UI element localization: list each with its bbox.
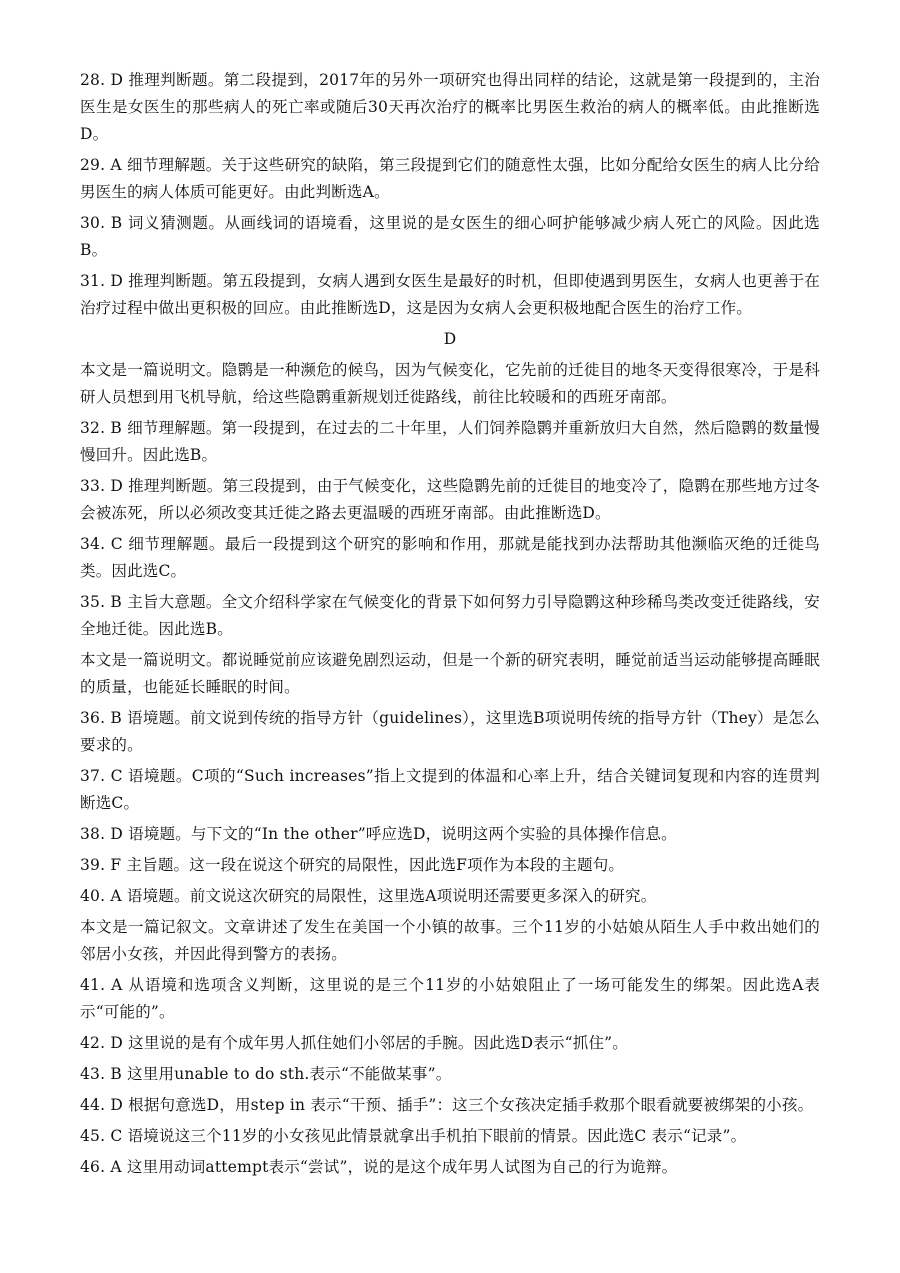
explanation-32: 32. B 细节理解题。第一段提到，在过去的二十年里，人们饲养隐鹮并重新放归大自然，然后隐鹮的数量慢慢回升。因此选B。 [80, 419, 820, 464]
explanation-37: 37. C 语境题。C项的“Such increases”指上文提到的体温和心率上升，结合关键词复现和内容的连贯判断选C。 [80, 767, 820, 812]
explanation-35: 35. B 主旨大意题。全文介绍科学家在气候变化的背景下如何努力引导隐鹮这种珍稀鸟类改变迁徙路线，安全地迁徙。因此选B。 [80, 593, 820, 638]
passage-d-summary: 本文是一篇说明文。隐鹮是一种濒危的候鸟，因为气候变化，它先前的迁徙目的地冬天变得很寒冷，于是科研人员想到用飞机导航，给这些隐鹮重新规划迁徙路线，前往比较暖和的西班牙南部。 [80, 361, 820, 406]
explanation-33: 33. D 推理判断题。第三段提到，由于气候变化，这些隐鹮先前的迁徙目的地变冷了，隐鹮在那些地方过冬会被冻死，所以必须改变其迁徙之路去更温暖的西班牙南部。由此推断选D。 [80, 477, 820, 522]
answer-explanations-page [80, 67, 820, 1185]
cloze-summary: 本文是一篇记叙文。文章讲述了发生在美国一个小镇的故事。三个11岁的小姑娘从陌生人手中救出她们的邻居小女孩，并因此得到警方的表扬。 [80, 918, 820, 963]
explanation-43: 43. B 这里用unable to do sth.表示“不能做某事”。 [80, 1065, 452, 1083]
explanation-45: 45. C 语境说这三个11岁的小女孩见此情景就拿出手机拍下眼前的情景。因此选C 表示“记录”。 [80, 1127, 747, 1145]
explanation-40: 40. A 语境题。前文说这次研究的局限性，这里选A项说明还需要更多深入的研究。 [80, 887, 657, 905]
explanation-34: 34. C 细节理解题。最后一段提到这个研究的影响和作用，那就是能找到办法帮助其他濒临灭绝的迁徙鸟类。因此选C。 [80, 535, 820, 580]
explanation-44: 44. D 根据句意选D，用step in 表示“干预、插手”：这三个女孩决定插手救那个眼看就要被绑架的小孩。 [80, 1096, 814, 1114]
explanation-28: 28. D 推理判断题。第二段提到，2017年的另外一项研究也得出同样的结论，这就是第一段提到的，主治医生是女医生的那些病人的死亡率或随后30天再次治疗的概率比男医生救治的病人的概率低。由此推断选D。 [80, 71, 820, 143]
seven-choice-summary: 本文是一篇说明文。都说睡觉前应该避免剧烈运动，但是一个新的研究表明，睡觉前适当运动能够提高睡眠的质量，也能延长睡眠的时间。 [80, 651, 820, 696]
explanation-36: 36. B 语境题。前文说到传统的指导方针（guidelines），这里选B项说明传统的指导方针（They）是怎么要求的。 [80, 709, 820, 754]
explanation-39: 39. F 主旨题。这一段在说这个研究的局限性，因此选F项作为本段的主题句。 [80, 856, 625, 874]
explanation-31: 31. D 推理判断题。第五段提到，女病人遇到女医生是最好的时机，但即使遇到男医生，女病人也更善于在治疗过程中做出更积极的回应。由此推断选D，这是因为女病人会更积极地配合医生的治疗工作。 [80, 272, 820, 317]
explanation-46: 46. A 这里用动词attempt表示“尝试”，说的是这个成年男人试图为自己的行为诡辩。 [80, 1158, 678, 1176]
explanation-29: 29. A 细节理解题。关于这些研究的缺陷，第三段提到它们的随意性太强，比如分配给女医生的病人比分给男医生的病人体质可能更好。由此判断选A。 [80, 156, 820, 201]
section-heading-d: D [443, 330, 457, 348]
explanation-30: 30. B 词义猜测题。从画线词的语境看，这里说的是女医生的细心呵护能够减少病人死亡的风险。因此选B。 [80, 214, 820, 259]
explanation-38: 38. D 语境题。与下文的“In the other”呼应选D，说明这两个实验的具体操作信息。 [80, 825, 677, 843]
explanation-42: 42. D 这里说的是有个成年男人抓住她们小邻居的手腕。因此选D表示“抓住”。 [80, 1034, 629, 1052]
explanation-41: 41. A 从语境和选项含义判断，这里说的是三个11岁的小姑娘阻止了一场可能发生的绑架。因此选A表示“可能的”。 [80, 976, 820, 1021]
